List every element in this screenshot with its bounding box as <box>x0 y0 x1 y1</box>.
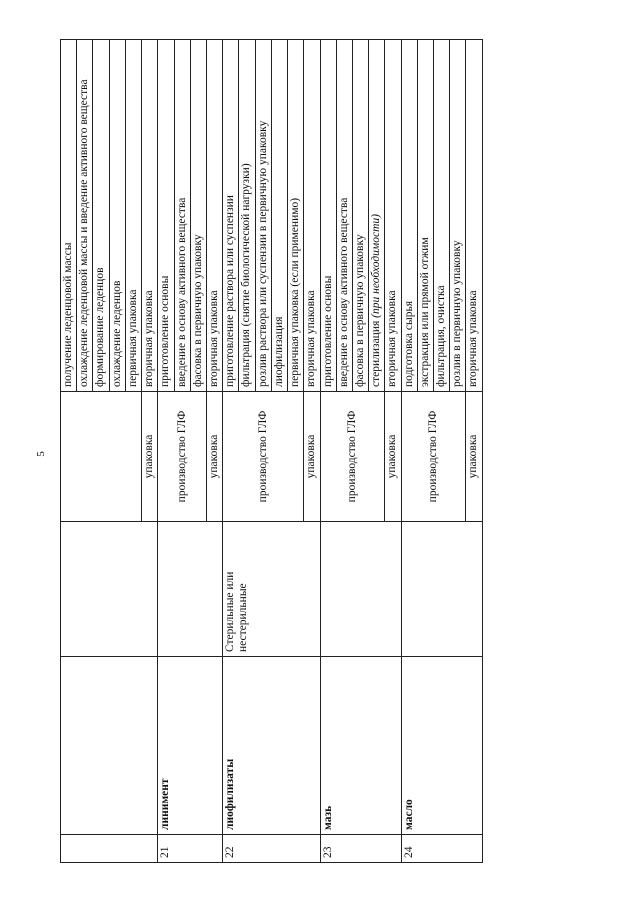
operation-cell: введение в основу активного вещества <box>336 40 352 392</box>
operation-cell: вторичная упаковка <box>466 40 482 392</box>
row-number: 24 <box>401 835 482 863</box>
dosage-form-name: мазь <box>320 657 401 835</box>
dosage-form-name: масло <box>401 657 482 835</box>
type-cell <box>158 522 223 657</box>
operation-cell: экстракция или прямой отжим <box>417 40 433 392</box>
type-cell <box>401 522 482 657</box>
operation-cell: фильтрация (снятие биологической нагрузки) <box>239 40 255 392</box>
table-row <box>61 40 77 863</box>
table-row <box>223 40 239 863</box>
operation-text: стерилизация <box>370 317 383 387</box>
stage-cell: упаковка <box>385 392 401 522</box>
row-number: 21 <box>158 835 223 863</box>
type-cell-continued <box>61 522 158 657</box>
operation-cell: введение в основу активного вещества <box>174 40 190 392</box>
row-number: 23 <box>320 835 401 863</box>
operation-cell: вторичная упаковка <box>142 40 158 392</box>
operation-cell: розлив в первичную упаковку <box>450 40 466 392</box>
operation-cell: охлаждение леденцовой массы и введение активного вещества <box>77 40 93 392</box>
row-number: 22 <box>223 835 320 863</box>
dosage-form-name: линимент <box>158 657 223 835</box>
operation-cell: первичная упаковка (если применимо) <box>288 40 304 392</box>
stage-cell: производство ГЛФ <box>223 392 304 522</box>
table-row <box>320 40 336 863</box>
rotated-page-content <box>60 40 578 863</box>
stage-cell: упаковка <box>304 392 320 522</box>
form-cell-continued <box>61 657 158 835</box>
operation-cell: подготовка сырья <box>401 40 417 392</box>
operation-cell <box>369 40 385 392</box>
stage-cell: производство ГЛФ <box>320 392 385 522</box>
operation-cell: получение леденцовой массы <box>61 40 77 392</box>
stage-cell-continued <box>61 392 142 522</box>
operation-cell: приготовление раствора или суспензии <box>223 40 239 392</box>
table-row <box>401 40 417 863</box>
table-row <box>158 40 174 863</box>
stage-cell: производство ГЛФ <box>401 392 466 522</box>
operation-cell: фильтрация, очистка <box>434 40 450 392</box>
operation-cell: розлив раствора или суспензии в первичную упаковку <box>255 40 271 392</box>
operation-cell: лиофилизация <box>271 40 287 392</box>
stage-cell: упаковка <box>142 392 158 522</box>
page-number: 5 <box>34 451 47 457</box>
operation-cell: приготовление основы <box>320 40 336 392</box>
num-cell-continued <box>61 835 158 863</box>
stage-cell: упаковка <box>206 392 222 522</box>
type-cell: Стерильные или нестерильные <box>223 522 320 657</box>
operation-cell: фасовка в первичную упаковку <box>190 40 206 392</box>
operation-cell: охлаждение леденцов <box>109 40 125 392</box>
operation-note: (при необходимости) <box>370 214 383 318</box>
production-stages-table <box>60 39 483 863</box>
stage-cell: упаковка <box>466 392 482 522</box>
operation-cell: вторичная упаковка <box>304 40 320 392</box>
operation-cell: вторичная упаковка <box>385 40 401 392</box>
dosage-form-name: лиофилизаты <box>223 657 320 835</box>
operation-cell: первичная упаковка <box>125 40 141 392</box>
operation-cell: формирование леденцов <box>93 40 109 392</box>
stage-cell: производство ГЛФ <box>158 392 207 522</box>
operation-cell: приготовление основы <box>158 40 174 392</box>
operation-cell: вторичная упаковка <box>206 40 222 392</box>
operation-cell: фасовка в первичную упаковку <box>352 40 368 392</box>
type-cell <box>320 522 401 657</box>
